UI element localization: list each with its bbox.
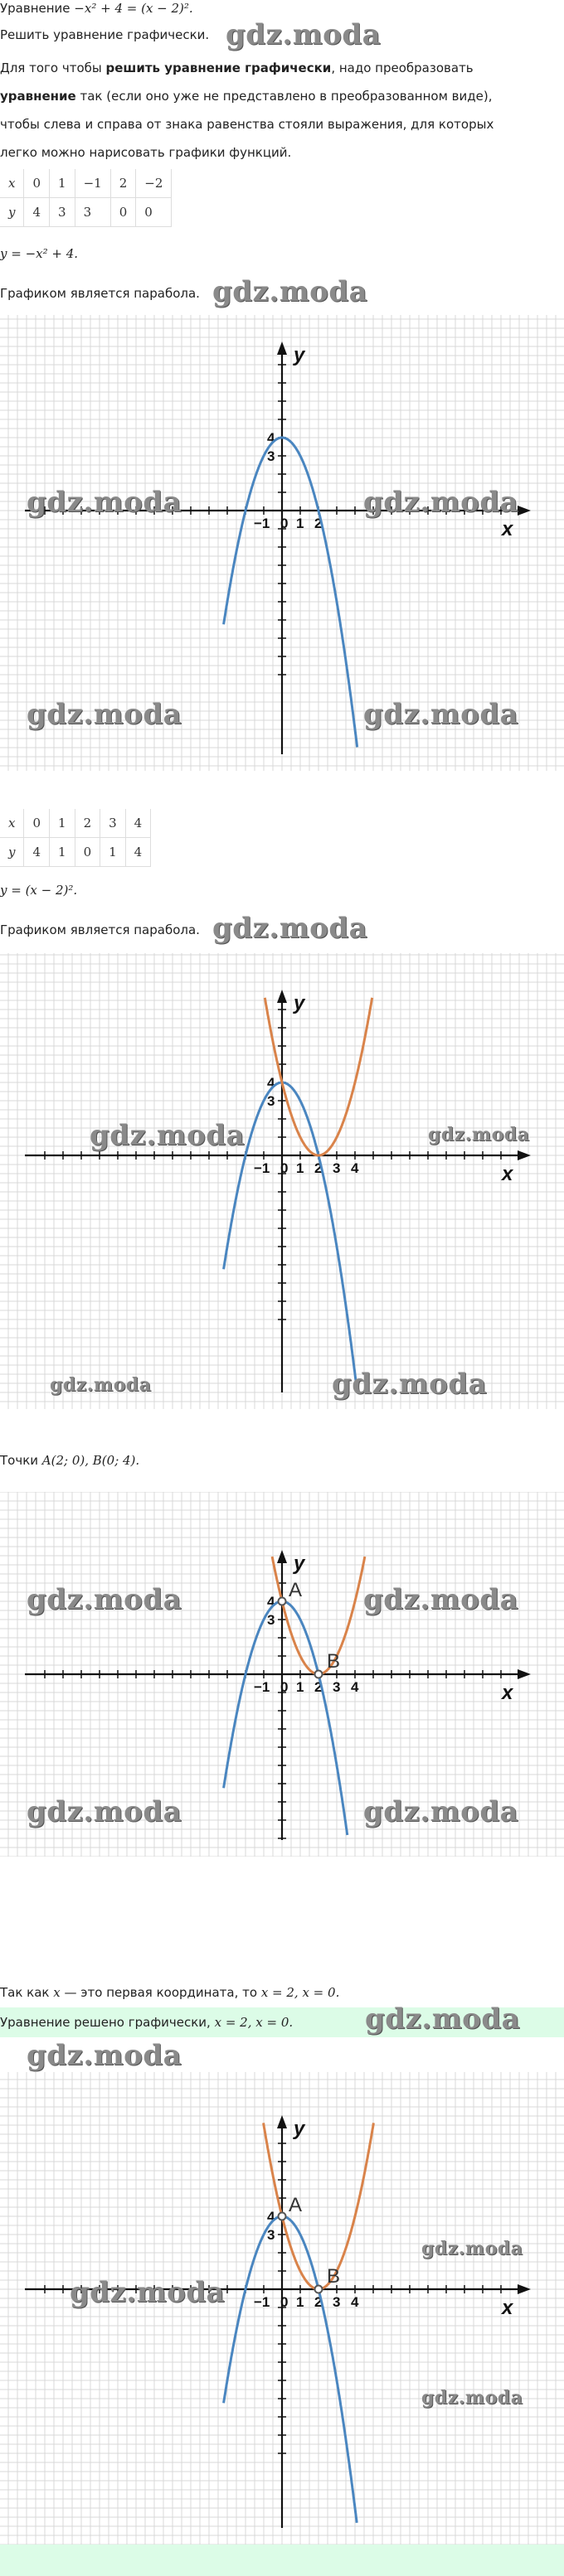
title-prefix: Уравнение [0,1,70,16]
paragraph-text: , надо преобразовать [331,61,474,75]
watermark: gdz.moda [332,1368,488,1401]
points-line [0,1452,139,1469]
x-axis-label: x [502,518,513,540]
watermark: gdz.moda [421,2387,523,2409]
table-cell: 4 [125,809,151,838]
point-marker [315,2286,323,2293]
title-equation: −x² + 4 = (x − 2)². [74,1,193,16]
table-row-y [0,838,151,867]
watermark: gdz.moda [27,2039,182,2072]
equation-1: y = −x² + 4. [0,246,79,261]
y-axis-label: y [294,344,305,366]
answer-text: Уравнение решено графически, [0,2015,211,2030]
watermark: gdz.moda [212,275,368,308]
y-tick-label: 3 [267,2227,275,2243]
paragraph-line-1 [0,60,474,76]
watermark: gdz.moda [27,1795,182,1828]
watermark: gdz.moda [90,1119,246,1152]
watermark: gdz.moda [421,2238,523,2259]
table-cell: x [0,169,24,198]
y-tick-label: 4 [267,1594,275,1610]
x-tick-label: 3 [333,2294,341,2310]
watermark: gdz.moda [50,1374,152,1396]
x-tick-label: 2 [314,516,323,531]
answer-footer [0,2545,564,2576]
table-cell: 1 [100,838,126,867]
watermark: gdz.moda [212,912,368,945]
x-axis-label: x [502,1163,513,1185]
y-axis-arrow [277,1550,287,1563]
table-cell: 3 [75,198,110,227]
origin-label: 0 [280,1160,289,1176]
x-tick-label: 2 [314,2294,323,2310]
conclusion-value: x = 2, x = 0. [260,1985,340,2000]
answer-line [0,2014,293,2031]
table-cell: 4 [24,838,50,867]
table-cell: 3 [50,198,75,227]
value-table-1 [0,169,172,227]
points-prefix: Точки [0,1453,39,1468]
x-tick-label: 2 [314,1679,323,1695]
watermark: gdz.moda [363,698,519,731]
origin-label: 0 [280,2294,289,2310]
paragraph-text: так (если оно уже не представлено в преобразованном виде), [75,89,493,104]
points-value: A(2; 0), B(0; 4). [41,1453,140,1468]
table-cell: 1 [50,169,75,198]
y-tick-label: 4 [267,430,275,446]
table-cell: 0 [110,198,136,227]
table-cell: x [0,809,24,838]
watermark: gdz.moda [226,18,382,51]
x-tick-label: 3 [333,1160,341,1176]
watermark: gdz.moda [363,1583,519,1616]
x-tick-label: 1 [296,1679,304,1695]
x-tick-label: 4 [351,1679,359,1695]
table-cell: 4 [24,198,50,227]
table-cell: 1 [50,809,75,838]
answer-value: x = 2, x = 0. [214,2015,294,2030]
x-tick-label: 3 [333,1679,341,1695]
point-marker [279,2213,286,2220]
title-line [0,0,193,17]
y-tick-label: 3 [267,1093,275,1109]
x-axis-label: x [502,1682,513,1704]
table-cell: y [0,198,24,227]
watermark: gdz.moda [428,1124,530,1145]
task-text: Решить уравнение графически. [0,27,210,42]
table-cell: 1 [50,838,75,867]
paragraph-line-2 [0,88,493,104]
x-axis-label: x [502,2297,513,2319]
paragraph-bold: решить уравнение графически [105,61,332,75]
table-cell: 4 [125,838,151,867]
x-tick-label: −1 [254,1679,270,1695]
table-row-y [0,198,172,227]
chart-2 [0,953,564,1409]
origin-label: 0 [280,1679,289,1695]
table-cell: 2 [75,809,100,838]
watermark: gdz.moda [365,2002,521,2036]
x-tick-label: 2 [314,1160,323,1176]
point-label: A [289,2194,303,2216]
y-tick-label: 4 [267,1075,275,1091]
y-axis-label: y [294,2118,305,2140]
watermark: gdz.moda [27,486,182,519]
point-marker [315,1671,323,1678]
point-label: B [327,2265,341,2288]
table-cell: 0 [75,838,100,867]
graph-caption-1: Графиком является парабола. [0,286,200,301]
y-tick-label: 3 [267,448,275,464]
table-cell: −2 [136,169,172,198]
x-tick-label: 1 [296,1160,304,1176]
y-tick-label: 3 [267,1612,275,1628]
conclusion-var: x [53,1985,61,2000]
x-tick-label: 4 [351,2294,359,2310]
table-cell: 2 [110,169,136,198]
table-cell: 0 [136,198,172,227]
table-cell: 0 [24,169,50,198]
equation-2: y = (x − 2)². [0,883,78,898]
value-table-2 [0,809,151,867]
x-tick-label: 4 [351,1160,359,1176]
watermark: gdz.moda [27,698,182,731]
graph-caption-2: Графиком является парабола. [0,922,200,937]
x-tick-label: 1 [296,2294,304,2310]
task-line [0,27,209,43]
paragraph-text: легко можно нарисовать графики функций. [0,145,292,160]
conclusion-text: — это первая координата, то [64,1985,258,2000]
y-axis-arrow [277,341,287,355]
table-cell: 0 [24,809,50,838]
watermark: gdz.moda [27,1583,182,1616]
y-axis-label: y [294,992,305,1014]
conclusion-text: Так как [0,1985,50,2000]
origin-label: 0 [280,516,289,531]
watermark: gdz.moda [70,2276,226,2309]
x-tick-label: 1 [296,516,304,531]
watermark: gdz.moda [363,486,519,519]
x-tick-label: −1 [254,2294,270,2310]
point-label: A [289,1579,303,1601]
table-cell: 3 [100,809,126,838]
conclusion-line [0,1984,339,2001]
paragraph-line-4 [0,144,291,161]
point-label: B [327,1650,341,1673]
table-cell: −1 [75,169,110,198]
point-marker [279,1598,286,1605]
table-row-x [0,169,172,198]
paragraph-line-3 [0,116,494,133]
table-cell: y [0,838,24,867]
y-axis-arrow [277,2115,287,2128]
x-tick-label: −1 [254,516,270,531]
table-row-x [0,809,151,838]
paragraph-text: чтобы слева и справа от знака равенства стояли выражения, для которых [0,117,494,132]
paragraph-text: Для того чтобы [0,61,106,75]
parabola-curve [224,1601,348,1835]
y-axis-label: y [294,1552,305,1575]
y-tick-label: 4 [267,2209,275,2225]
x-tick-label: −1 [254,1160,270,1176]
paragraph-bold: уравнение [0,89,76,104]
watermark: gdz.moda [363,1795,519,1828]
